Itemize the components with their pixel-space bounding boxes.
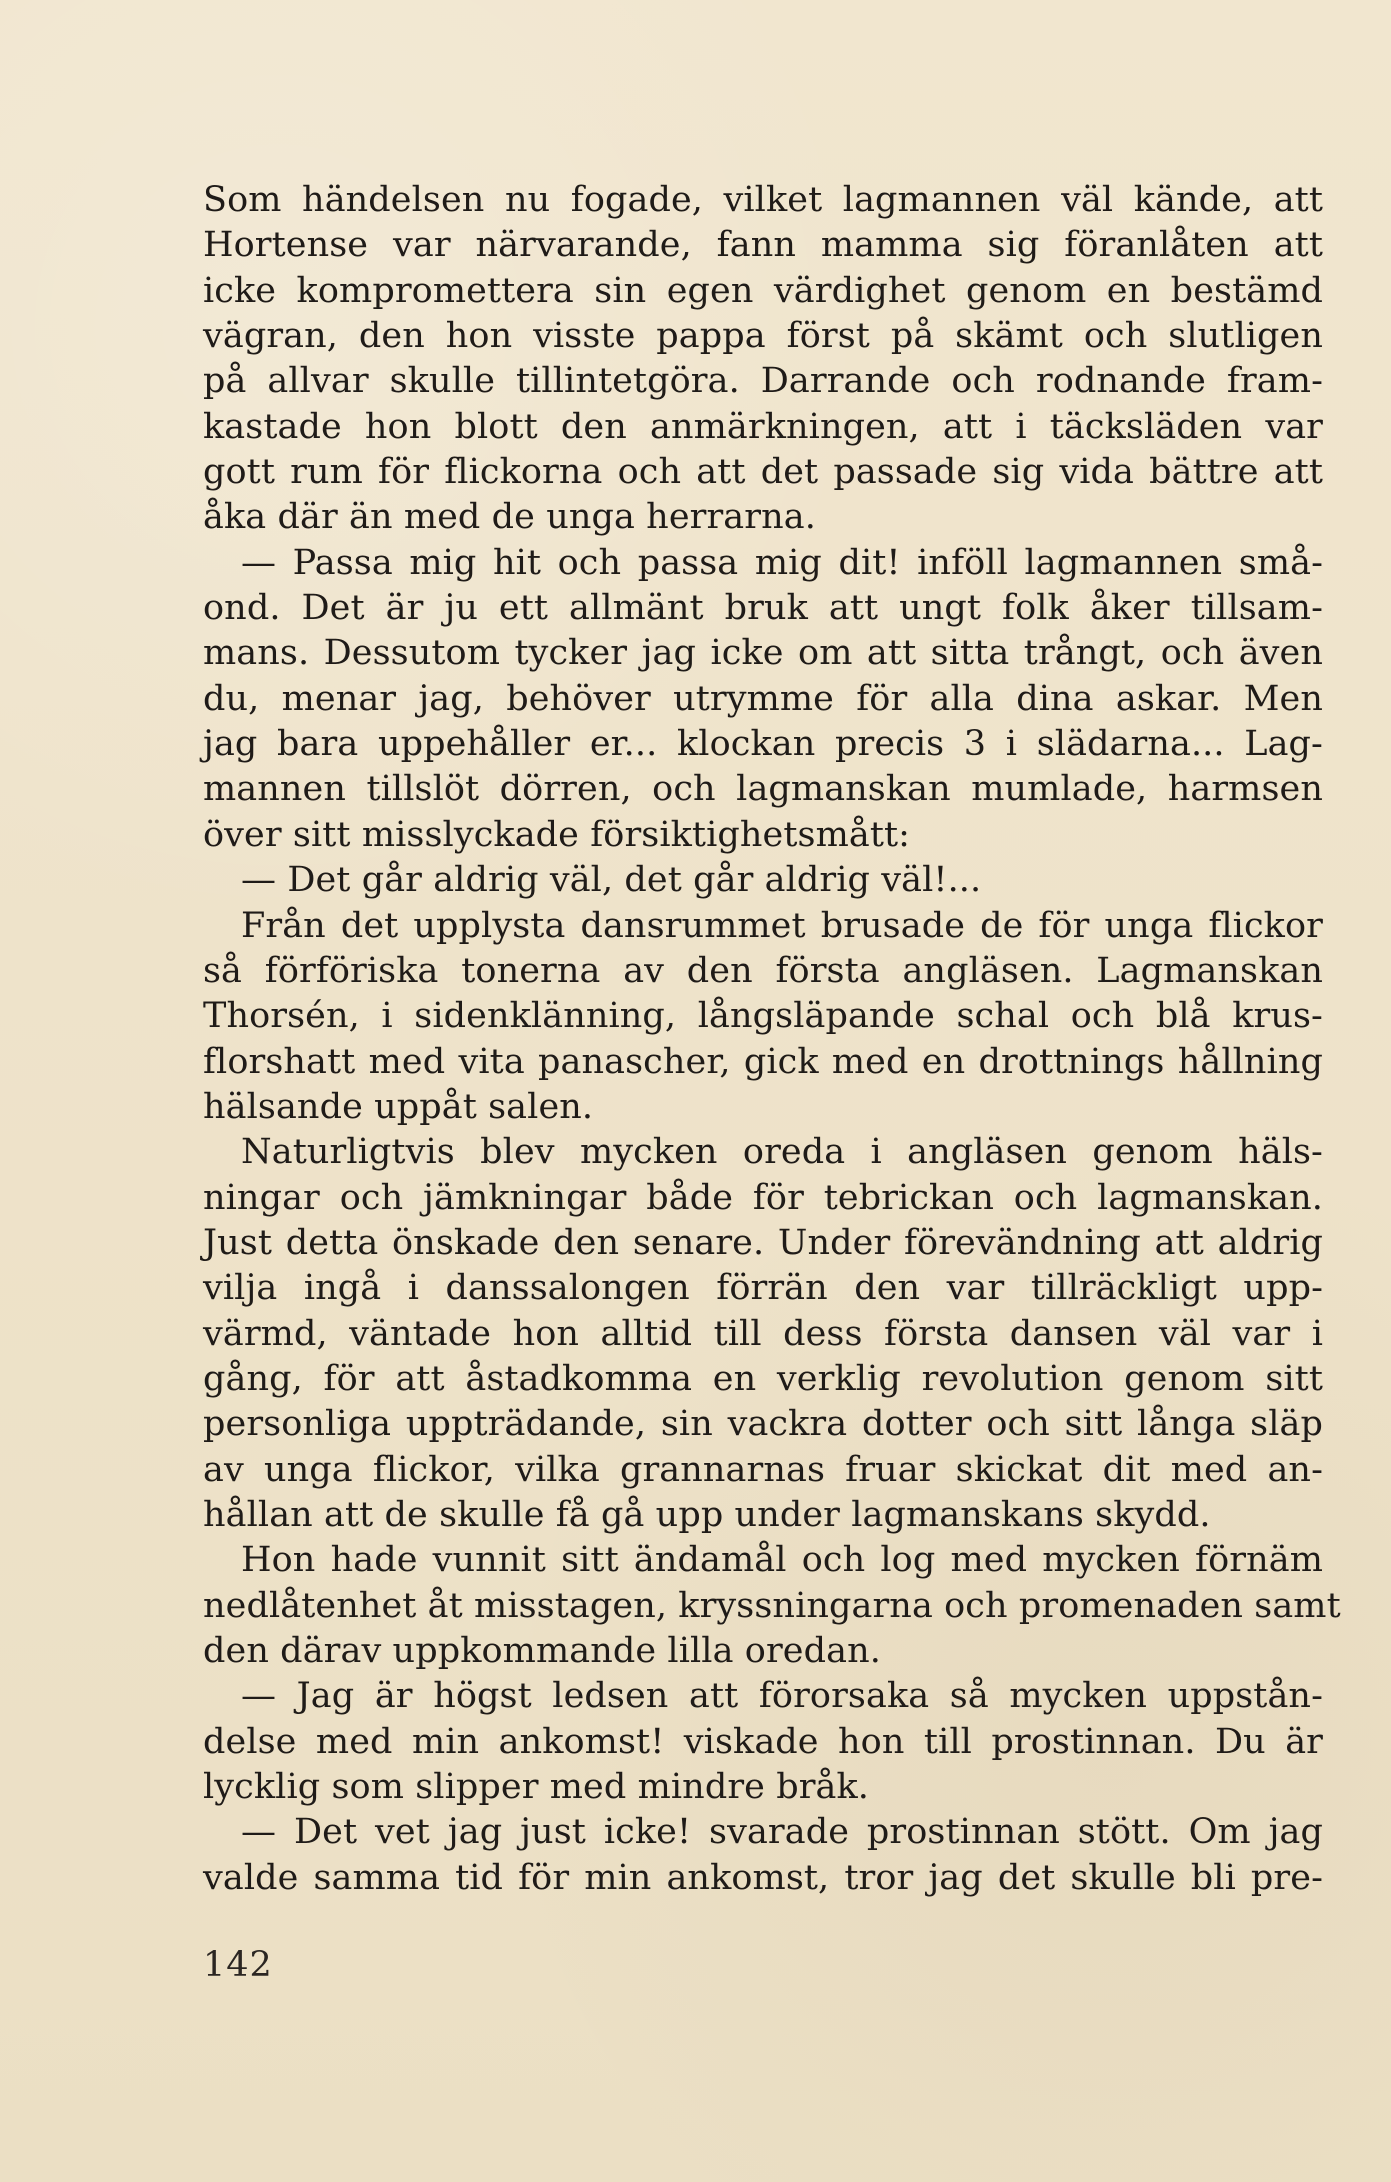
body-line-26: värmd, väntade hon alltid till dess första dansen väl var i	[203, 1313, 1323, 1354]
body-line-12: du, menar jag, behöver utrymme för alla dina askar. Men	[203, 678, 1323, 719]
body-line-34: — Jag är högst ledsen att förorsaka så mycken uppstån-	[241, 1676, 1323, 1717]
page-number: 142	[203, 1945, 273, 1985]
body-line-11: mans. Dessutom tycker jag icke om att sitta trångt, och även	[203, 633, 1323, 674]
body-line-17: Från det upplysta dansrummet brusade de för unga flickor	[241, 905, 1323, 946]
body-line-19: Thorsén, i sidenklänning, långsläpande schal och blå krus-	[203, 996, 1323, 1037]
body-line-1: Som händelsen nu fogade, vilket lagmannen väl kände, att	[203, 180, 1323, 220]
body-line-32: nedlåtenhet åt misstagen, kryssningarna och promenaden samt	[203, 1585, 1341, 1626]
body-line-15: över sitt misslyckade försiktighetsmått:	[203, 814, 911, 855]
body-line-22: Naturligtvis blev mycken oreda i angläsen genom häls-	[241, 1132, 1323, 1173]
body-line-13: jag bara uppehåller er... klockan precis 3 i slädarna... Lag-	[203, 724, 1323, 765]
body-line-2: Hortense var närvarande, fann mamma sig föranlåten att	[203, 225, 1323, 266]
body-line-30: hållan att de skulle få gå upp under lagmanskans skydd.	[203, 1494, 1211, 1535]
body-line-21: hälsande uppåt salen.	[203, 1086, 594, 1127]
body-line-10: ond. Det är ju ett allmänt bruk att ungt folk åker tillsam-	[203, 588, 1323, 629]
body-line-33: den därav uppkommande lilla oredan.	[203, 1631, 881, 1671]
body-line-25: vilja ingå i danssalongen förrän den var tillräckligt upp-	[203, 1268, 1323, 1309]
body-line-7: gott rum för flickorna och att det passade sig vida bättre att	[203, 452, 1323, 493]
body-line-38: valde samma tid för min ankomst, tror jag det skulle bli pre-	[203, 1857, 1323, 1898]
body-line-23: ningar och jämkningar både för tebrickan och lagmanskan.	[203, 1177, 1323, 1218]
body-line-6: kastade hon blott den anmärkningen, att i täcksläden var	[203, 406, 1323, 447]
body-line-27: gång, för att åstadkomma en verklig revolution genom sitt	[203, 1358, 1323, 1399]
body-line-36: lycklig som slipper med mindre bråk.	[203, 1767, 870, 1808]
body-line-31: Hon hade vunnit sitt ändamål och log med mycken förnäm	[241, 1540, 1323, 1581]
body-line-18: så förföriska tonerna av den första angläsen. Lagmanskan	[203, 950, 1323, 991]
body-line-24: Just detta önskade den senare. Under förevändning att aldrig	[203, 1222, 1323, 1263]
body-line-8: åka där än med de unga herrarna.	[203, 497, 816, 538]
body-line-35: delse med min ankomst! viskade hon till prostinnan. Du är	[203, 1721, 1323, 1762]
body-line-9: — Passa mig hit och passa mig dit! inföll lagmannen små-	[241, 542, 1323, 583]
body-line-5: på allvar skulle tillintetgöra. Darrande och rodnande fram-	[203, 361, 1323, 402]
body-line-16: — Det går aldrig väl, det går aldrig väl!...	[241, 860, 982, 901]
body-line-20: florshatt med vita panascher, gick med en drottnings hållning	[203, 1041, 1323, 1082]
body-line-28: personliga uppträdande, sin vackra dotter och sitt långa släp	[203, 1404, 1323, 1445]
body-line-37: — Det vet jag just icke! svarade prostinnan stött. Om jag	[241, 1812, 1323, 1853]
body-line-29: av unga flickor, vilka grannarnas fruar skickat dit med an-	[203, 1449, 1323, 1490]
body-line-3: icke kompromettera sin egen värdighet genom en bestämd	[203, 270, 1323, 311]
page-body	[203, 178, 1341, 1901]
body-line-4: vägran, den hon visste pappa först på skämt och slutligen	[203, 316, 1323, 357]
body-line-14: mannen tillslöt dörren, och lagmanskan mumlade, harmsen	[203, 769, 1323, 810]
